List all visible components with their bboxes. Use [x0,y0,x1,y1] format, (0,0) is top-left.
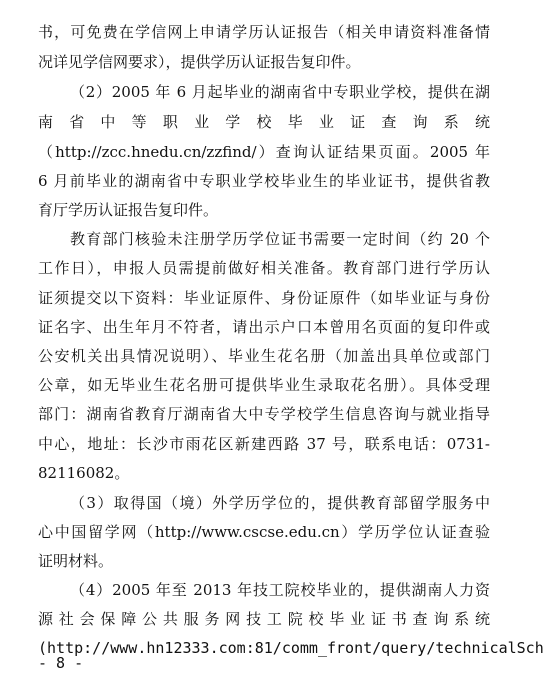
paragraph-line-20: （4）2005 年至 2013 年技工院校毕业的，提供湖南人力资 [70,581,490,599]
paragraph-line-2: 况详见学信网要求），提供学历认证报告复印件。 [38,53,361,71]
paragraph-line-10: 证须提交以下资料：毕业证原件、身份证原件（如毕业证与身份 [38,289,490,307]
paragraph-line-18: 心中国留学网（http://www.cscse.edu.cn）学历学位认证查验 [38,523,490,541]
paragraph-line-14: 部门：湖南省教育厅湖南省大中专学校学生信息咨询与就业指导 [38,405,490,423]
paragraph-line-8: 教育部门核验未注册学历学位证书需要一定时间（约 20 个 [70,230,490,248]
paragraph-line-11: 证名字、出生年月不符者，请出示户口本曾用名页面的复印件或 [38,318,490,336]
paragraph-line-5: （http://zcc.hnedu.cn/zzfind/）查询认证结果页面。2005 年 [38,143,490,161]
paragraph-line-1: 书，可免费在学信网上申请学历认证报告（相关申请资料准备情 [38,23,490,41]
paragraph-line-22: (http://www.hn12333.com:81/comm_front/query/technicalSch [38,639,544,657]
paragraph-line-12: 公安机关出具情况说明）、毕业生花名册（加盖出具单位或部门 [38,347,490,365]
page-number: - 8 - [38,654,84,672]
paragraph-line-21: 源社会保障公共服务网技工院校毕业证书查询系统 [38,610,490,628]
paragraph-line-17: （3）取得国（境）外学历学位的，提供教育部留学服务中 [70,494,490,512]
paragraph-line-15: 中心，地址：长沙市雨花区新建西路 37 号，联系电话：0731- [38,435,490,453]
paragraph-line-7: 育厅学历认证报告复印件。 [38,201,219,219]
paragraph-line-4: 南 省 中 等 职 业 学 校 毕 业 证 查 询 系 统 [38,113,490,131]
paragraph-line-9: 工作日），申报人员需提前做好相关准备。教育部门进行学历认 [38,259,490,277]
paragraph-line-16: 82116082。 [38,464,130,482]
paragraph-line-19: 证明材料。 [38,552,114,570]
paragraph-line-3: （2）2005 年 6 月起毕业的湖南省中专职业学校，提供在湖 [70,83,490,101]
paragraph-line-13: 公章，如无毕业生花名册可提供毕业生录取花名册）。具体受理 [38,376,490,394]
paragraph-line-6: 6 月前毕业的湖南省中专职业学校毕业生的毕业证书，提供省教 [38,172,490,190]
